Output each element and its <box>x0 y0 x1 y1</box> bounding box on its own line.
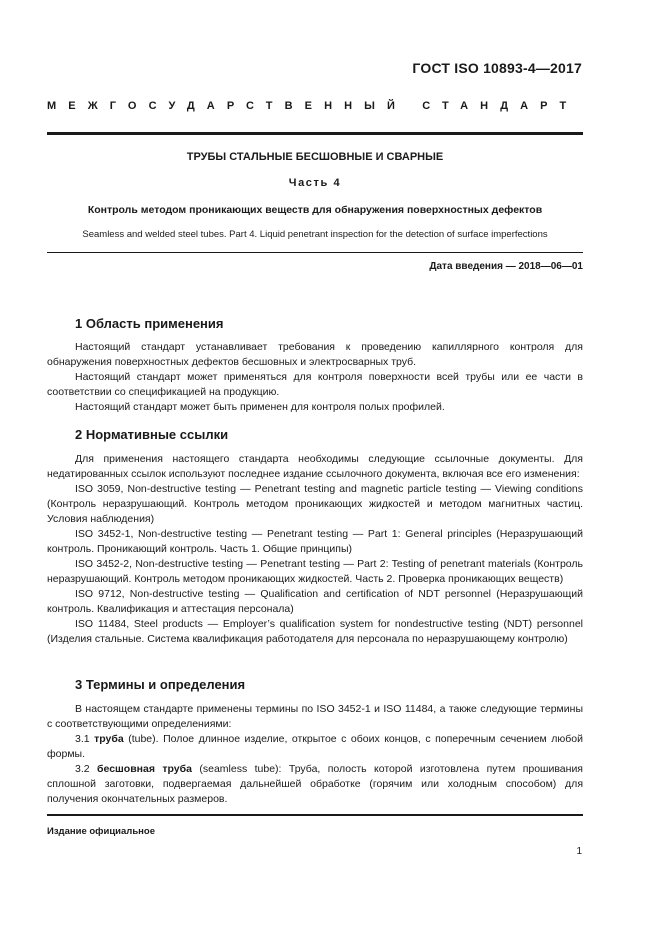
reference-item: ISO 3452-1, Non-destructive testing — Penetrant testing — Part 1: General principles (Неразрушающий контроль. Проникающий контроль. Часть 1. Общие принципы) <box>47 528 583 555</box>
definition-number: 3.1 <box>75 733 95 745</box>
part-label: Часть 4 <box>288 177 342 189</box>
reference-item: ISO 9712, Non-destructive testing — Qualification and certification of NDT personnel (Неразрушающий контроль. Квалификация и аттестация персонала) <box>47 588 583 615</box>
reference-item: ISO 11484, Steel products — Employer’s qualification system for nondestructive testing (NDT) personnel (Изделия стальные. Система квалификация работодателя для персонала по неразрушающему контролю) <box>47 618 583 645</box>
definition-item <box>47 732 583 762</box>
section-1-body <box>47 340 583 415</box>
interstate-standard-label: МЕЖГОСУДАРСТВЕННЫЙ СТАНДАРТ <box>47 100 579 112</box>
standard-title: ТРУБЫ СТАЛЬНЫЕ БЕСШОВНЫЕ И СВАРНЫЕ <box>186 151 444 163</box>
definition-text: (tube). Полое длинное изделие, открытое с обоих концов, с поперечным сечением любой формы. <box>47 733 583 760</box>
section-3-body <box>47 702 583 807</box>
footer-divider <box>47 814 583 816</box>
section-1-heading: 1 Область применения <box>75 316 224 331</box>
defined-term: бесшовная труба <box>97 763 192 775</box>
paragraph: Настоящий стандарт может быть применен для контроля полых профилей. <box>75 401 445 413</box>
title-divider <box>47 252 583 253</box>
definition-number: 3.2 <box>75 763 98 775</box>
page-number: 1 <box>576 846 582 857</box>
reference-item: ISO 3059, Non-destructive testing — Penetrant testing and magnetic particle testing — Viewing conditions (Контроль неразрушающий. Контроль методом проникающих жидкостей и методом магнитных частиц. Условия наблюдения) <box>47 483 583 525</box>
standard-subject: Контроль методом проникающих веществ для обнаружения поверхностных дефектов <box>87 204 543 216</box>
paragraph: В настоящем стандарте применены термины по ISO 3452-1 и ISO 11484, а также следующие термины с соответствующими определениями: <box>47 703 583 730</box>
section-3-heading: 3 Термины и определения <box>75 677 246 692</box>
english-title: Seamless and welded steel tubes. Part 4. Liquid penetrant inspection for the detection of surface imperfections <box>82 229 548 240</box>
reference-item: ISO 3452-2, Non-destructive testing — Penetrant testing — Part 2: Testing of penetrant materials (Контроль неразрушающий. Контроль методом проникающих жидкостей. Часть 2. Проверка проникающих веществ) <box>47 558 583 585</box>
header-divider <box>47 132 583 135</box>
section-2-body <box>47 452 583 647</box>
definition-text: (seamless tube): Труба, полость которой изготовлена путем прошивания сплошной заготовки, подвергаемая дальнейшей обработке (горячим или холодным способом) для получения окончательных размеров. <box>47 763 583 805</box>
edition-label: Издание официальное <box>47 826 155 837</box>
paragraph: Для применения настоящего стандарта необходимы следующие ссылочные документы. Для недатированных ссылок используют последнее издание ссылочного документа, включая все его изменения: <box>47 453 583 480</box>
defined-term: труба <box>94 733 124 745</box>
definition-item <box>47 762 583 807</box>
section-2-heading: 2 Нормативные ссылки <box>75 427 229 442</box>
paragraph: Настоящий стандарт устанавливает требования к проведению капиллярного контроля для обнаружения поверхностных дефектов бесшовных и электросварных труб. <box>47 341 583 368</box>
document-code: ГОСТ ISO 10893-4—2017 <box>412 60 582 76</box>
paragraph: Настоящий стандарт может применяться для контроля поверхности всей трубы или ее части в соответствии со спецификацией на продукцию. <box>47 371 583 398</box>
effective-date: Дата введения — 2018—06—01 <box>429 261 583 272</box>
